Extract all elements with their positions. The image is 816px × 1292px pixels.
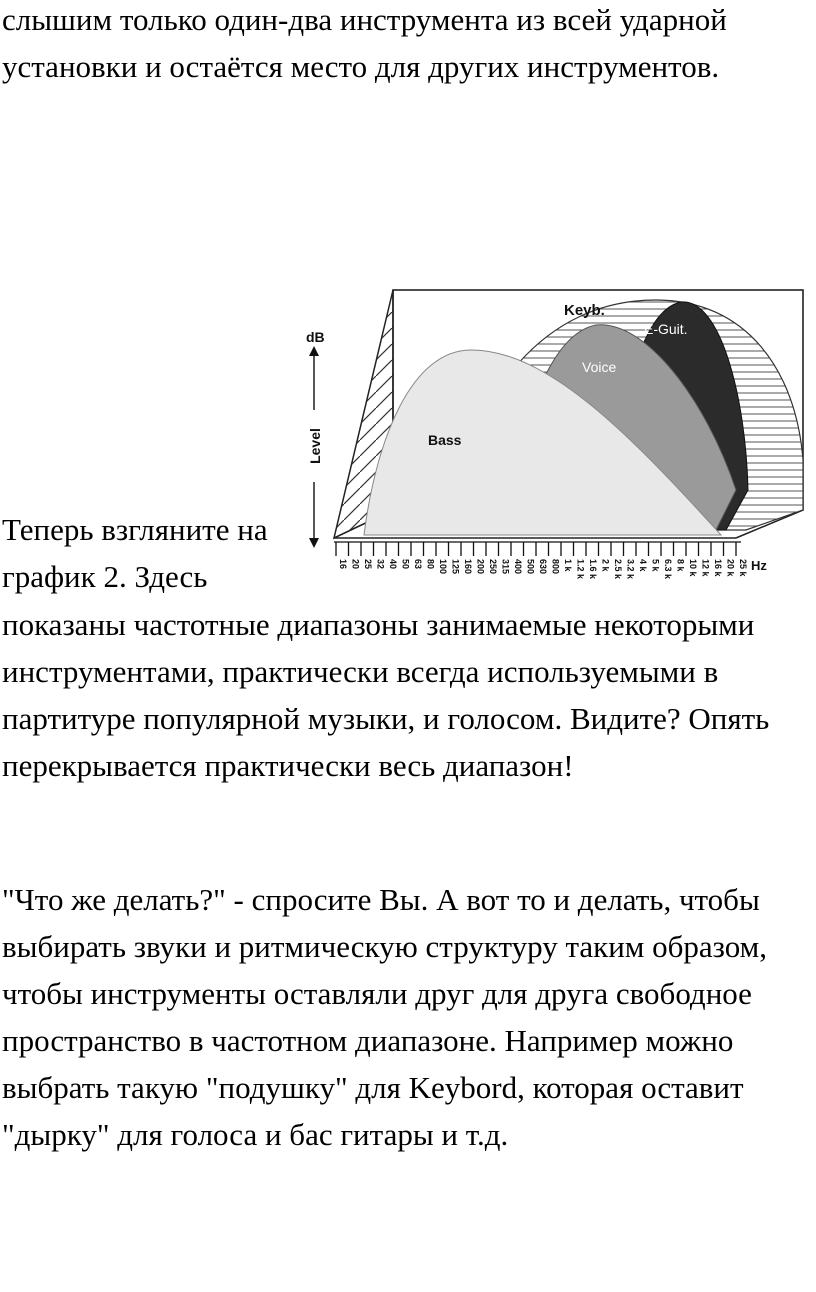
- x-tick-label: 10 k: [688, 559, 698, 577]
- x-tick-label: 12 k: [700, 559, 711, 577]
- x-tick-label: 3.2 k: [625, 559, 636, 580]
- x-tick-label: 20 k: [725, 559, 736, 577]
- x-tick-label: 6.3 k: [663, 559, 673, 580]
- legend-label-bass: Bass: [428, 432, 462, 448]
- x-tick-label: 2 k: [600, 559, 611, 572]
- paragraph-graph-lead: Теперь взгляните на график 2. Здесь: [2, 512, 268, 594]
- x-tick-label: 16: [338, 559, 348, 570]
- x-tick-label: 800: [550, 559, 561, 575]
- x-tick-label: 32: [375, 559, 386, 570]
- x-tick-label: 40: [388, 559, 398, 570]
- legend-label-voice: Voice: [582, 359, 617, 375]
- frequency-range-chart: [296, 280, 816, 610]
- x-tick-label: 2.5 k: [613, 559, 623, 580]
- x-tick-label: 1.6 k: [588, 559, 598, 580]
- x-tick-label: 20: [350, 559, 361, 570]
- x-tick-label: 315: [500, 559, 511, 575]
- x-tick-label: 125: [450, 559, 461, 575]
- paragraph-what-to-do: "Что же делать?" - спросите Вы. А вот то и делать, чтобы выбирать звуки и ритмическую структуру таким образом, чтобы инструменты оставляли друг для друга свободное пространство в частотном диапазоне. Например можно выбрать такую "подушку" для Keybord, которая оставит "дырку" для голоса и бас гитары и т.д.: [2, 882, 768, 1152]
- x-tick-label: 500: [525, 559, 536, 575]
- x-tick-label: 80: [425, 559, 436, 570]
- x-tick-label: 1 k: [563, 559, 573, 572]
- x-tick-label: 4 k: [638, 559, 648, 572]
- paragraph-graph-description: показаны частотные диапазоны занимаемые некоторыми инструментами, практически всегда используемыми в партитуре популярной музыки, и голосом. Видите? Опять перекрывается практически весь диапазон!: [2, 607, 770, 783]
- x-tick-label: 63: [413, 559, 423, 570]
- x-tick-label: 400: [513, 559, 523, 575]
- x-tick-label: 50: [400, 559, 411, 570]
- x-unit-label: Hz: [751, 558, 767, 573]
- y-unit-label: dB: [306, 329, 325, 345]
- x-tick-label: 16 k: [713, 559, 723, 577]
- legend-label-e-guit: E-Guit.: [644, 321, 688, 337]
- x-tick-label: 250: [488, 559, 498, 575]
- x-tick-label: 25: [363, 559, 373, 570]
- x-tick-label: 1.2 k: [575, 559, 586, 580]
- x-tick-label: 8 k: [675, 559, 686, 572]
- x-tick-label: 25 k: [738, 559, 748, 577]
- x-tick-label: 160: [463, 559, 473, 575]
- x-tick-label: 200: [475, 559, 486, 575]
- paragraph-drums: слышим только один-два инструмента из всей ударной установки и остаётся место для других инструментов.: [2, 2, 727, 84]
- x-tick-label: 5 k: [650, 559, 661, 572]
- x-tick-label: 630: [538, 559, 548, 575]
- y-axis: [304, 329, 325, 548]
- x-axis: [334, 542, 767, 580]
- legend-label-keyb: Keyb.: [564, 302, 605, 319]
- y-axis-label: Level: [307, 428, 323, 464]
- x-tick-label: 100: [438, 559, 448, 575]
